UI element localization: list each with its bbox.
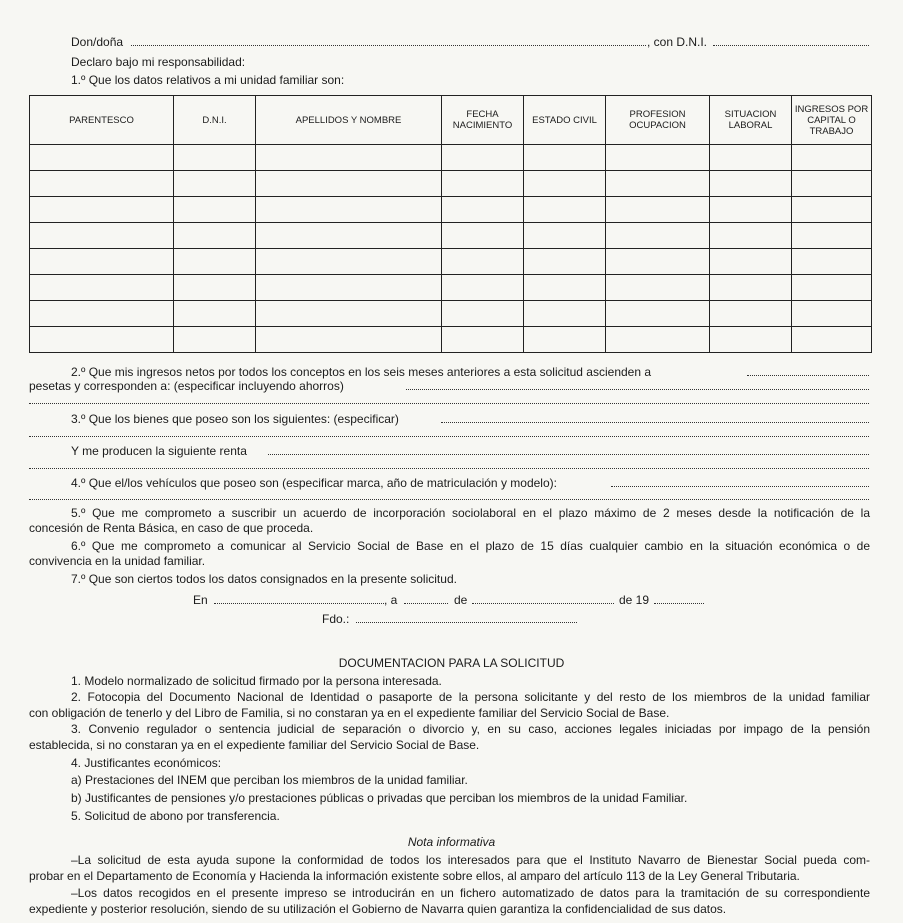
signature-line[interactable] [356, 622, 577, 623]
item-7-text: 7.º Que son ciertos todos los datos consignados en la presente solicitud. [71, 572, 457, 586]
de19-label: de 19 [619, 593, 650, 607]
table-cell[interactable] [174, 145, 256, 171]
table-cell[interactable] [174, 275, 256, 301]
table-cell[interactable] [256, 197, 442, 223]
table-cell[interactable] [442, 171, 524, 197]
table-cell[interactable] [524, 327, 606, 353]
table-cell[interactable] [442, 327, 524, 353]
family-unit-table [29, 95, 872, 353]
table-cell[interactable] [606, 197, 710, 223]
item-4-text: 4.º Que el/los vehículos que poseo son (especificar marca, año de matriculación y modelo): [71, 476, 557, 490]
table-cell[interactable] [606, 275, 710, 301]
table-cell[interactable] [792, 197, 872, 223]
col-apellidos-nombre: APELLIDOS Y NOMBRE [256, 96, 442, 145]
table-cell[interactable] [30, 327, 174, 353]
table-cell[interactable] [442, 301, 524, 327]
col-dni: D.N.I. [174, 96, 256, 145]
table-cell[interactable] [256, 249, 442, 275]
income-extra-line[interactable] [29, 403, 869, 404]
doc-item-4b: b) Justificantes de pensiones y/o prestaciones públicas o privadas que perciban los miembros de la unidad Familiar. [71, 791, 688, 805]
col-profesion: PROFESION OCUPACION [606, 96, 710, 145]
doc-item-4a: a) Prestaciones del INEM que perciban los miembros de la unidad familiar. [71, 773, 468, 787]
item-3-text: 3.º Que los bienes que poseo son los siguientes: (especificar) [71, 412, 399, 426]
table-cell[interactable] [442, 275, 524, 301]
place-line[interactable] [214, 603, 384, 604]
dni-label: , con D.N.I. [647, 35, 708, 49]
table-cell[interactable] [606, 145, 710, 171]
table-cell[interactable] [710, 275, 792, 301]
table-cell[interactable] [710, 197, 792, 223]
table-cell[interactable] [524, 275, 606, 301]
table-row [30, 197, 872, 223]
table-row [30, 301, 872, 327]
doc-item-5: 5. Solicitud de abono por transferencia. [71, 809, 280, 823]
table-cell[interactable] [30, 197, 174, 223]
table-cell[interactable] [442, 145, 524, 171]
table-cell[interactable] [174, 223, 256, 249]
table-cell[interactable] [524, 197, 606, 223]
item-1-text: 1.º Que los datos relativos a mi unidad familiar son: [71, 73, 345, 87]
table-cell[interactable] [30, 145, 174, 171]
table-cell[interactable] [256, 223, 442, 249]
table-cell[interactable] [710, 327, 792, 353]
table-cell[interactable] [524, 171, 606, 197]
table-cell[interactable] [710, 171, 792, 197]
table-cell[interactable] [792, 327, 872, 353]
nota-p1: –La solicitud de esta ayuda supone la conformidad de todos los interesados para que el Instituto Navarro de Bienestar Social pueda com- [71, 853, 870, 867]
vehicles-line[interactable] [611, 486, 869, 487]
table-row [30, 223, 872, 249]
nota-p2b: expediente y posterior resolución, siendo de su utilización el Gobierno de Navarra quien garantiza la confidencialidad de sus datos. [29, 902, 727, 916]
table-cell[interactable] [256, 301, 442, 327]
documentation-title: DOCUMENTACION PARA LA SOLICITUD [338, 656, 565, 670]
don-dona-label: Don/doña [71, 35, 124, 49]
table-cell[interactable] [524, 249, 606, 275]
table-row [30, 171, 872, 197]
table-cell[interactable] [174, 197, 256, 223]
doc-item-3: 3. Convenio regulador o sentencia judicial de separación o divorcio y, en su caso, acciones legales iniciadas por impago de la pensión [71, 722, 870, 736]
table-cell[interactable] [710, 145, 792, 171]
table-cell[interactable] [606, 249, 710, 275]
table-cell[interactable] [710, 249, 792, 275]
table-cell[interactable] [30, 171, 174, 197]
renta-extra-line[interactable] [29, 468, 869, 469]
income-source-line[interactable] [406, 389, 869, 390]
declaro-text: Declaro bajo mi responsabilidad: [71, 55, 246, 69]
de-label: de [454, 593, 468, 607]
assets-extra-line[interactable] [29, 436, 869, 437]
nota-title: Nota informativa [407, 835, 496, 849]
table-cell[interactable] [256, 171, 442, 197]
vehicles-extra-line[interactable] [29, 499, 869, 500]
table-header-row [30, 96, 872, 145]
col-parentesco: PARENTESCO [30, 96, 174, 145]
item-2b-text: pesetas y corresponden a: (especificar incluyendo ahorros) [29, 379, 344, 393]
renta-text: Y me producen la siguiente renta [71, 444, 247, 458]
table-cell[interactable] [30, 301, 174, 327]
table-cell[interactable] [710, 223, 792, 249]
table-cell[interactable] [256, 145, 442, 171]
table-cell[interactable] [174, 249, 256, 275]
doc-item-4: 4. Justificantes económicos: [71, 756, 222, 770]
table-cell[interactable] [30, 249, 174, 275]
en-label: En [193, 593, 208, 607]
table-cell[interactable] [524, 145, 606, 171]
table-cell[interactable] [174, 327, 256, 353]
table-cell[interactable] [256, 327, 442, 353]
table-cell[interactable] [792, 275, 872, 301]
month-line[interactable] [472, 603, 614, 604]
table-row [30, 249, 872, 275]
income-amount-line[interactable] [747, 375, 869, 376]
dni-field-line[interactable] [713, 45, 869, 46]
item-6-text: 6.º Que me comprometo a comunicar al Servicio Social de Base en el plazo de 15 días cualquier cambio en la situación económica o de [71, 539, 870, 553]
table-cell[interactable] [606, 327, 710, 353]
name-field-line[interactable] [131, 45, 646, 46]
table-cell[interactable] [442, 223, 524, 249]
table-cell[interactable] [30, 275, 174, 301]
col-fecha-nacimiento: FECHA NACIMIENTO [442, 96, 524, 145]
assets-line[interactable] [441, 422, 869, 423]
table-cell[interactable] [524, 223, 606, 249]
table-cell[interactable] [792, 301, 872, 327]
table-cell[interactable] [606, 223, 710, 249]
table-cell[interactable] [30, 223, 174, 249]
item-2-text: 2.º Que mis ingresos netos por todos los conceptos en los seis meses anteriores a esta solicitud ascienden a [71, 365, 652, 379]
fdo-label: Fdo.: [322, 612, 350, 626]
table-cell[interactable] [710, 301, 792, 327]
table-cell[interactable] [792, 145, 872, 171]
col-ingresos: INGRESOS POR CAPITAL O TRABAJO [792, 96, 872, 145]
table-body [30, 145, 872, 353]
item-6b-text: convivencia en la unidad familiar. [29, 554, 206, 568]
table-cell[interactable] [256, 275, 442, 301]
col-estado-civil: ESTADO CIVIL [524, 96, 606, 145]
table-cell[interactable] [606, 301, 710, 327]
day-line[interactable] [404, 603, 448, 604]
table-cell[interactable] [792, 249, 872, 275]
doc-item-3b: establecida, si no constaran ya en el expediente familiar del Servicio Social de Base. [29, 738, 480, 752]
a-label: , a [384, 593, 398, 607]
col-situacion-laboral: SITUACION LABORAL [710, 96, 792, 145]
table-row [30, 327, 872, 353]
table-cell[interactable] [792, 171, 872, 197]
doc-item-1: 1. Modelo normalizado de solicitud firmado por la persona interesada. [71, 674, 442, 688]
table-cell[interactable] [442, 197, 524, 223]
item-5b-text: concesión de Renta Básica, en caso de que proceda. [29, 521, 314, 535]
table-cell[interactable] [174, 171, 256, 197]
nota-p1b: probar en el Departamento de Economía y Hacienda la información existente sobre ellos, al amparo del artículo 113 de la Ley General Tributaria. [29, 869, 800, 883]
item-5-text: 5.º Que me comprometo a suscribir un acuerdo de incorporación sociolaboral en el plazo máximo de 2 meses desde la notificación de la [71, 506, 870, 520]
nota-p2: –Los datos recogidos en el presente impreso se introducirán en un fichero automatizado de datos para la tramitación de su correspondiente [71, 886, 870, 900]
doc-item-2b: con obligación de tenerlo y del Libro de Familia, si no constaran ya en el expediente familiar del Servicio Social de Base. [29, 706, 670, 720]
table-cell[interactable] [606, 171, 710, 197]
year-line[interactable] [654, 603, 704, 604]
renta-line[interactable] [268, 454, 869, 455]
table-row [30, 275, 872, 301]
doc-item-2: 2. Fotocopia del Documento Nacional de Identidad o pasaporte de la persona solicitante y del resto de los miembros de la unidad familiar [71, 690, 870, 704]
table-cell[interactable] [792, 223, 872, 249]
table-cell[interactable] [524, 301, 606, 327]
table-cell[interactable] [442, 249, 524, 275]
table-row [30, 145, 872, 171]
table-cell[interactable] [174, 301, 256, 327]
